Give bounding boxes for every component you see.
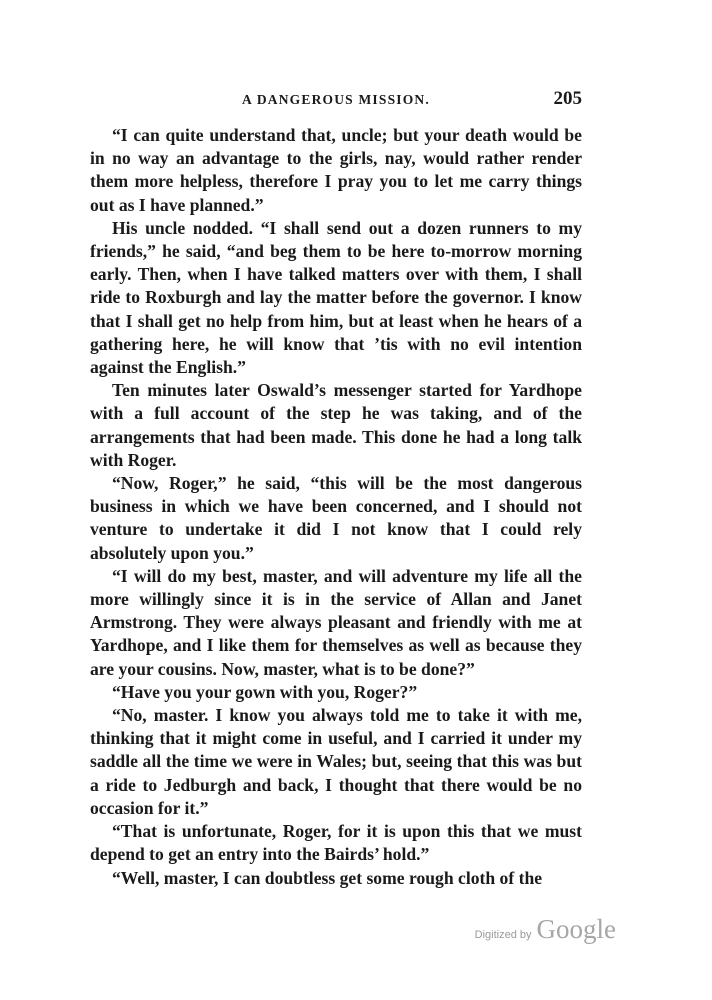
paragraph: “I will do my best, master, and will adventure my life all the more willingly since it is in the service of Allan and Janet Armstrong. They were always pleasant and friendly with me at Yardhope, and I like them for themselves as well as because they are your cousins. Now, master, what is to be done?” <box>90 565 582 679</box>
paragraph: His uncle nodded. “I shall send out a dozen runners to my friends,” he said, “and beg them to be here to-morrow morning early. Then, when I have talked matters over with them, I shall ride to Roxburgh and lay the matter before the governor. I know that I shall get no help from him, but at least when he hears of a gathering here, he will know that ’tis with no evil intention against the English.” <box>90 217 582 378</box>
paragraph: “I can quite understand that, uncle; but your death would be in no way an advantage to the girls, nay, would rather render them more helpless, therefore I pray you to let me carry things out as I have planned.” <box>90 125 582 215</box>
google-logo: Google <box>536 914 616 944</box>
body-text <box>90 124 582 890</box>
paragraph: “Well, master, I can doubtless get some rough cloth of the <box>112 867 543 888</box>
digitized-watermark <box>475 914 616 945</box>
paragraph: “No, master. I know you always told me to take it with me, thinking that it might come in useful, and I carried it under my saddle all the time we were in Wales; but, seeing that this was but a ride to Jedburgh and back, I thought that there would be no occasion for it.” <box>90 705 582 818</box>
paragraph: Ten minutes later Oswald’s messenger started for Yardhope with a full account of the step he was taking, and of the arrangements that had been made. This done he had a long talk with Roger. <box>90 380 582 470</box>
paragraph: “That is unfortunate, Roger, for it is upon this that we must depend to get an entry into the Bairds’ hold.” <box>90 821 582 865</box>
running-title: A DANGEROUS MISSION. <box>242 92 430 107</box>
book-page <box>90 88 582 890</box>
watermark-prefix: Digitized by <box>474 929 532 941</box>
page-number: 205 <box>553 88 582 109</box>
page-header <box>90 88 582 118</box>
paragraph: “Now, Roger,” he said, “this will be the most dangerous business in which we have been concerned, and I should not venture to undertake it did I not know that I could rely absolutely upon you.” <box>90 473 582 563</box>
paragraph: “Have you your gown with you, Roger?” <box>112 681 418 702</box>
